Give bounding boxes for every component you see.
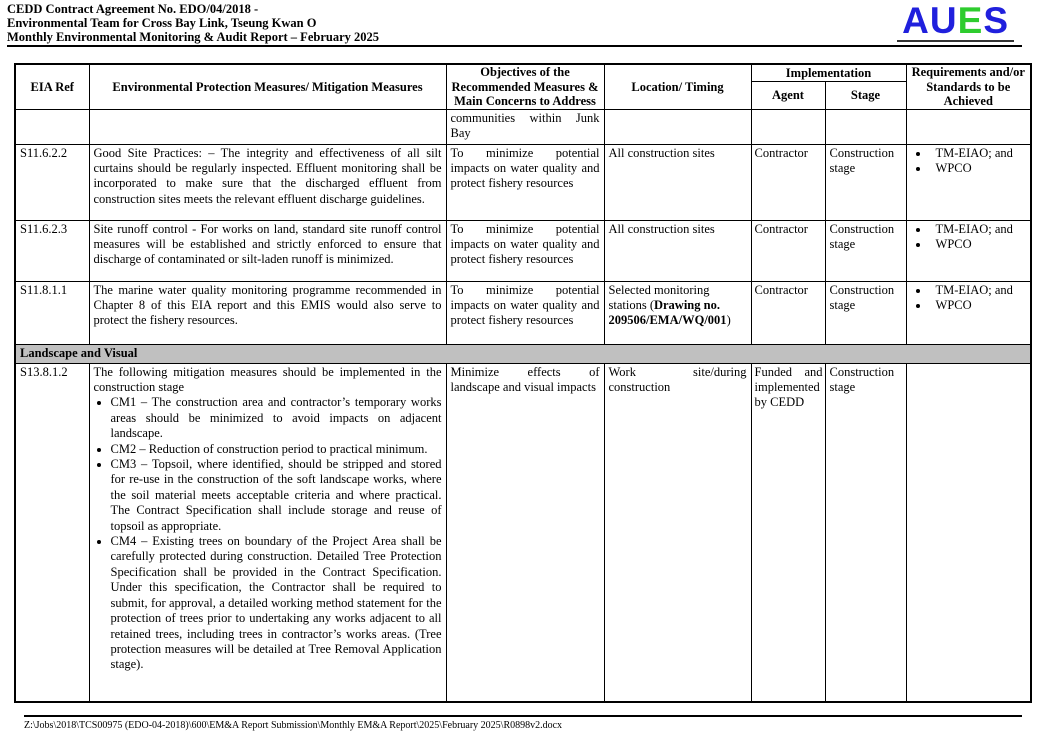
col-header-eia-ref: EIA Ref — [15, 64, 89, 109]
cell-objectives: To minimize potential impacts on water quality and protect fishery resources — [446, 144, 604, 220]
mitigation-bullet-cm2: • CM2 – Reduction of construction period to practical minimum. — [111, 442, 442, 457]
requirement-item: • WPCO — [930, 237, 1027, 252]
col-header-stage: Stage — [825, 81, 906, 109]
cell-requirements — [906, 363, 1031, 702]
cell-objectives: communities within Junk Bay — [446, 109, 604, 144]
table-row-s11622 — [15, 144, 1031, 220]
document-footer — [24, 715, 1022, 732]
cell-eia-ref — [15, 109, 89, 144]
mitigation-bullet-cm1: • CM1 – The construction area and contractor’s temporary works areas should be minimized to avoid impacts on adjacent landscape. — [111, 395, 442, 441]
table-row-s11623 — [15, 220, 1031, 281]
requirement-item: • TM-EIAO; and — [930, 222, 1027, 237]
cell-measures: The marine water quality monitoring programme recommended in Chapter 8 of this EIA report and this EMIS would also serve to protect the fishery resources. — [89, 281, 446, 344]
cell-location — [604, 109, 751, 144]
cell-stage: Construction stage — [825, 144, 906, 220]
cell-measures — [89, 109, 446, 144]
header-line-3: Monthly Environmental Monitoring & Audit Report – February 2025 — [7, 29, 379, 44]
footer-file-path: Z:\Jobs\2018\TCS00975 (EDO-04-2018)\600\EM&A Report Submission\Monthly EM&A Report\2025\February 2025\R0898v2.docx — [24, 720, 563, 731]
cell-measures: Good Site Practices: – The integrity and effectiveness of all silt curtains should be regularly inspected. Effluent monitoring shall be incorporated to make sure that the discharged effluent from construction sites meets the relevant effluent discharge guidelines. — [89, 144, 446, 220]
col-header-location: Location/ Timing — [604, 64, 751, 109]
cell-objectives: Minimize effects of landscape and visual impacts — [446, 363, 604, 702]
mitigation-bullet-cm4: • CM4 – Existing trees on boundary of the Project Area shall be carefully protected during construction. Detailed Tree Protection Specification shall be provided in the Contract Specification. Under this specification, the Contractor shall be required to submit, for approval, a detailed working method statement for the protection of trees prior to undertaking any works adjacent to all retained trees, including trees in contractor’s works areas. (Tree protection measures will be detailed at Tree Removal Application stage). — [111, 534, 442, 673]
cell-location: All construction sites — [604, 144, 751, 220]
cell-eia-ref: S13.8.1.2 — [15, 363, 89, 702]
cell-stage: Construction stage — [825, 220, 906, 281]
section-header-row — [15, 344, 1031, 363]
cell-measures — [89, 363, 446, 702]
cell-requirements — [906, 220, 1031, 281]
requirement-item: • TM-EIAO; and — [930, 146, 1027, 161]
cell-stage: Construction stage — [825, 281, 906, 344]
header-line-1: CEDD Contract Agreement No. EDO/04/2018 - — [7, 2, 259, 16]
table-row-s11811 — [15, 281, 1031, 344]
requirement-item: • WPCO — [930, 161, 1027, 176]
cell-location — [604, 281, 751, 344]
table-row-s13812 — [15, 363, 1031, 702]
header-line-2: Environmental Team for Cross Bay Link, Tseung Kwan O — [7, 15, 317, 30]
cell-agent: Contractor — [751, 281, 825, 344]
requirement-item: • WPCO — [930, 298, 1027, 313]
cell-stage — [825, 109, 906, 144]
col-header-implementation: Implementation — [751, 64, 906, 81]
cell-location: All construction sites — [604, 220, 751, 281]
aues-logo — [897, 0, 1014, 42]
cell-agent — [751, 109, 825, 144]
cell-agent: Contractor — [751, 220, 825, 281]
location-drawing-no: Drawing no. 209506/EMA/WQ/001 — [608, 298, 727, 328]
cell-eia-ref: S11.8.1.1 — [15, 281, 89, 344]
cell-measures: Site runoff control - For works on land, standard site runoff control measures will be established and strictly enforced to ensure that discharge of contaminated or silt-laden runoff is minimized. — [89, 220, 446, 281]
section-header-landscape-visual: Landscape and Visual — [15, 344, 1031, 363]
col-header-measures: Environmental Protection Measures/ Mitigation Measures — [89, 64, 446, 109]
col-header-requirements: Requirements and/or Standards to be Achieved — [906, 64, 1031, 109]
measures-intro: The following mitigation measures should be implemented in the construction stage — [93, 364, 442, 394]
mitigation-bullet-cm3: • CM3 – Topsoil, where identified, should be stripped and stored for re-use in the construction of the soft landscape works, where the soil material meets acceptable criteria and where practical. The Contract Specification shall include storage and reuse of topsoil as appropriate. — [111, 457, 442, 534]
logo-text-blue: AU — [902, 0, 958, 41]
cell-agent: Funded and implemented by CEDD — [751, 363, 825, 702]
document-header — [7, 0, 1022, 47]
emis-mitigation-table — [14, 63, 1032, 703]
cell-stage: Construction stage — [825, 363, 906, 702]
cell-objectives: To minimize potential impacts on water quality and protect fishery resources — [446, 220, 604, 281]
requirement-item: • TM-EIAO; and — [930, 283, 1027, 298]
cell-eia-ref: S11.6.2.2 — [15, 144, 89, 220]
cell-eia-ref: S11.6.2.3 — [15, 220, 89, 281]
col-header-agent: Agent — [751, 81, 825, 109]
cell-requirements — [906, 109, 1031, 144]
cell-requirements — [906, 144, 1031, 220]
cell-location: Work site/during construction — [604, 363, 751, 702]
location-text: Selected monitoring stations ( — [608, 282, 710, 312]
cell-requirements — [906, 281, 1031, 344]
table-header-row-1 — [15, 64, 1031, 81]
col-header-objectives: Objectives of the Recommended Measures & Main Concerns to Address — [446, 64, 604, 109]
table-row-continuation — [15, 109, 1031, 144]
location-text: ) — [726, 313, 731, 328]
logo-text-blue: S — [983, 0, 1009, 41]
cell-agent: Contractor — [751, 144, 825, 220]
logo-text-green: E — [957, 0, 984, 41]
cell-objectives: To minimize potential impacts on water quality and protect fishery resources — [446, 281, 604, 344]
